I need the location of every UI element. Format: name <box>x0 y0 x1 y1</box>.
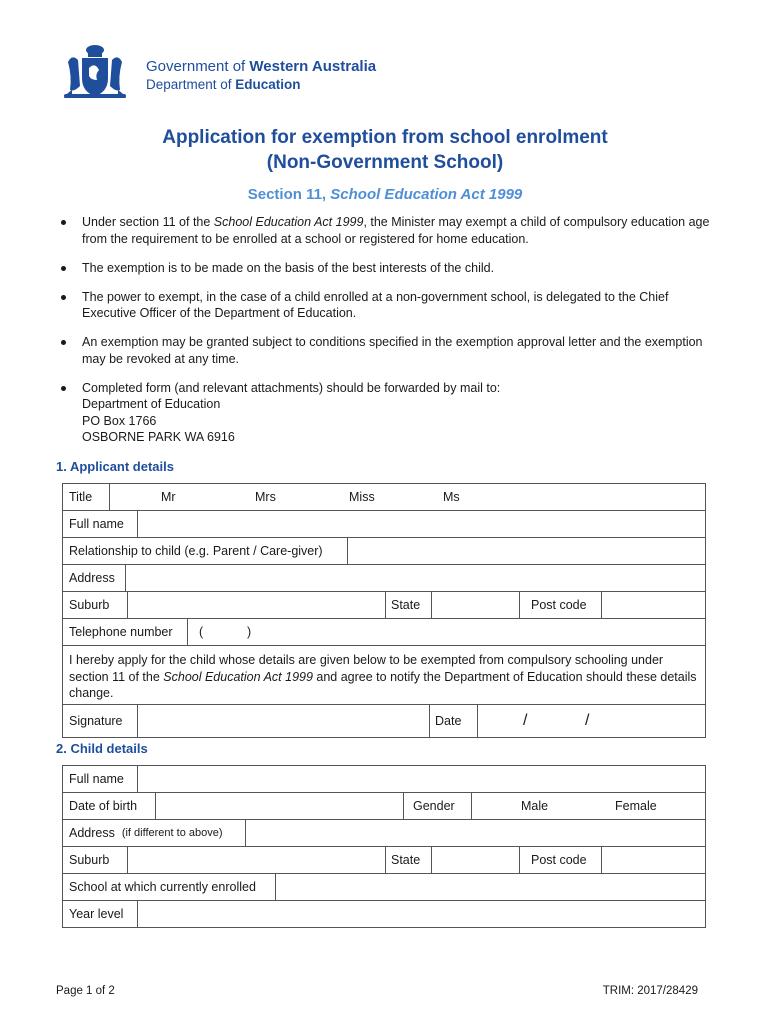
dob-row <box>63 793 705 820</box>
relationship-row <box>63 538 705 565</box>
bullet-item: The power to exempt, in the case of a child enrolled at a non-government school, is delegated to the Chief Executive Officer of the Department of Education. <box>58 289 718 322</box>
signature-field[interactable] <box>137 705 429 737</box>
child-details-heading: 2. Child details <box>56 741 148 756</box>
bullet-item: An exemption may be granted subject to conditions specified in the exemption approval letter and the exemption may be revoked at any time. <box>58 334 718 367</box>
department-name: Department of Education <box>146 77 301 92</box>
child-address-row <box>63 820 705 847</box>
gender-option-male[interactable]: Male <box>521 799 549 813</box>
child-post-code-field[interactable] <box>601 847 705 873</box>
area-code-close-paren: ) <box>247 625 252 639</box>
school-row <box>63 874 705 901</box>
title-label: Title <box>69 490 93 504</box>
signature-row <box>63 705 705 737</box>
child-full-name-row <box>63 766 705 793</box>
bullet-item: The exemption is to be made on the basis of the best interests of the child. <box>58 260 718 277</box>
information-bullets <box>58 214 718 458</box>
declaration-text: I hereby apply for the child whose details are given below to be exempted from compulsory schooling under section 11 of the School Education Act 1999 and agree to notify the Department of Education should these details change. <box>69 653 697 700</box>
child-full-name-field[interactable] <box>137 766 705 792</box>
wa-coat-of-arms-logo <box>54 40 136 104</box>
title-option-mr[interactable]: Mr <box>161 490 176 504</box>
child-full-name-label: Full name <box>69 772 124 786</box>
form-title-line2: (Non-Government School) <box>266 152 504 173</box>
full-name-row <box>63 511 705 538</box>
child-suburb-field[interactable] <box>127 847 385 873</box>
area-code-open-paren: ( <box>199 625 204 639</box>
applicant-details-heading: 1. Applicant details <box>56 459 174 474</box>
child-state-field[interactable] <box>431 847 519 873</box>
child-address-label: Address (if different to above) <box>69 826 223 840</box>
bullet-item: Completed form (and relevant attachments) should be forwarded by mail to: Department of Education PO Box 1766 OSBORNE PARK WA 6916 <box>58 380 718 446</box>
child-suburb-label: Suburb <box>69 853 110 867</box>
date-separator: / <box>585 712 590 729</box>
section-reference: Section 11, School Education Act 1999 <box>247 186 523 203</box>
page-number: Page 1 of 2 <box>56 985 115 997</box>
applicant-details-table <box>62 483 706 738</box>
child-details-table <box>62 765 706 928</box>
title-option-ms[interactable]: Ms <box>443 490 460 504</box>
post-code-field[interactable] <box>601 592 705 618</box>
government-name: Government of Western Australia <box>146 58 377 75</box>
title-row <box>63 484 705 511</box>
relationship-field[interactable] <box>347 538 705 564</box>
suburb-row <box>63 592 705 619</box>
child-address-field[interactable] <box>245 820 705 846</box>
year-level-field[interactable] <box>137 901 705 927</box>
telephone-row <box>63 619 705 646</box>
telephone-label: Telephone number <box>69 625 173 639</box>
mail-address-line: OSBORNE PARK WA 6916 <box>82 430 235 444</box>
mail-address-line: PO Box 1766 <box>82 413 157 428</box>
year-level-row <box>63 901 705 927</box>
post-code-label: Post code <box>531 598 587 612</box>
date-label: Date <box>435 714 462 728</box>
address-note: (if different to above) <box>121 827 223 839</box>
full-name-label: Full name <box>69 517 124 531</box>
full-name-field[interactable] <box>137 511 705 537</box>
date-separator: / <box>523 712 528 729</box>
mail-address-line: Department of Education <box>82 397 221 411</box>
address-row <box>63 565 705 592</box>
dob-field[interactable] <box>155 793 403 819</box>
form-title-line1: Application for exemption from school enrolment <box>162 127 608 148</box>
school-label: School at which currently enrolled <box>69 880 256 894</box>
state-field[interactable] <box>431 592 519 618</box>
address-label: Address <box>69 571 115 585</box>
state-label: State <box>391 598 421 612</box>
year-level-label: Year level <box>69 907 124 921</box>
child-suburb-row <box>63 847 705 874</box>
bullet-item: Under section 11 of the School Education Act 1999, the Minister may exempt a child of compulsory education age from the requirement to be enrolled at a school or registered for home education. <box>58 214 718 247</box>
dob-label: Date of birth <box>69 799 138 813</box>
gender-option-female[interactable]: Female <box>615 799 657 813</box>
government-branding <box>146 58 376 93</box>
relationship-label: Relationship to child (e.g. Parent / Care-giver) <box>69 544 323 558</box>
gender-label: Gender <box>413 799 455 813</box>
trim-reference: TRIM: 2017/28429 <box>602 985 698 997</box>
title-option-miss[interactable]: Miss <box>349 490 375 504</box>
telephone-field[interactable] <box>207 619 705 645</box>
title-option-mrs[interactable]: Mrs <box>255 490 276 504</box>
date-field[interactable] <box>477 705 705 737</box>
suburb-field[interactable] <box>127 592 385 618</box>
school-field[interactable] <box>275 874 705 900</box>
declaration-row <box>63 646 705 705</box>
suburb-label: Suburb <box>69 598 110 612</box>
child-post-code-label: Post code <box>531 853 587 867</box>
signature-label: Signature <box>69 714 123 728</box>
child-state-label: State <box>391 853 421 867</box>
address-field[interactable] <box>125 565 705 591</box>
